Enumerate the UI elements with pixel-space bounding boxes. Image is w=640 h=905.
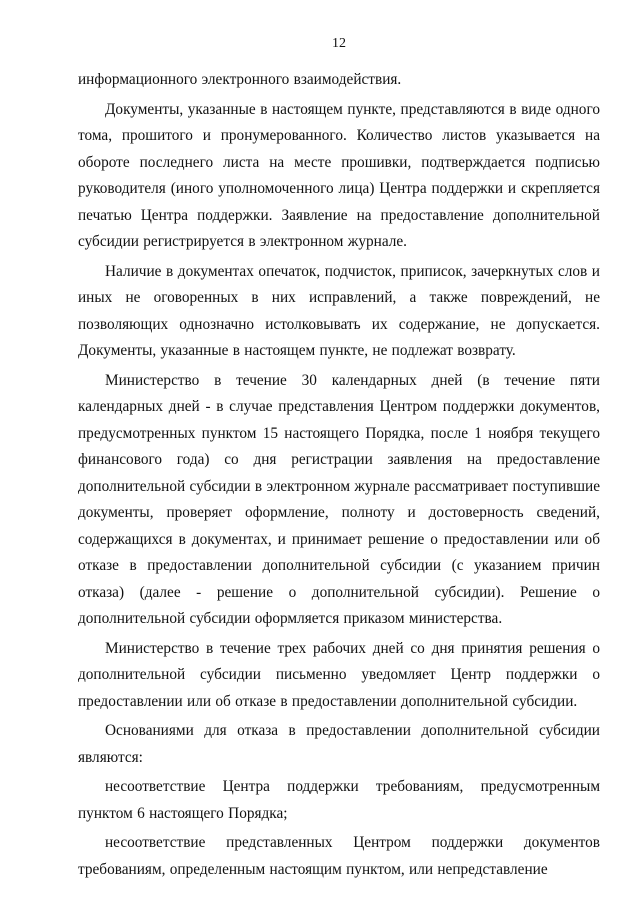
page-number: 12	[332, 36, 346, 51]
paragraph-refusal-grounds: Основаниями для отказа в предоставлении дополнительной субсидии являются:	[78, 722, 600, 766]
paragraph-continuation: информационного электронного взаимодействия.	[78, 71, 402, 88]
paragraph-notification: Министерство в течение трех рабочих дней со дня принятия решения о дополнительной субсидии письменно уведомляет Центр поддержки о предоставлении или об отказе в предоставлении дополнительной субсидии.	[78, 639, 600, 710]
paragraph-corrections-not-allowed: Наличие в документах опечаток, подчисток, приписок, зачеркнутых слов и иных не оговоренных в них исправлений, а также повреждений, не позволяющих однозначно истолковывать их содержание, не допускается. Документы, указанные в настоящем пункте, не подлежат возврату.	[78, 262, 600, 359]
paragraph-ground-documents: несоответствие представленных Центром поддержки документов требованиям, определенным настоящим пунктом, или непредставление	[78, 834, 600, 878]
paragraph-documents-binding: Документы, указанные в настоящем пункте, представляются в виде одного тома, прошитого и пронумерованного. Количество листов указывается на обороте последнего листа на месте прошивки, подтверждается подписью руководителя (иного уполномоченного лица) Центра поддержки и скрепляется печатью Центра поддержки. Заявление на предоставление дополнительной субсидии регистрируется в электронном журнале.	[78, 100, 600, 250]
paragraph-ground-requirements: несоответствие Центра поддержки требованиям, предусмотренным пунктом 6 настоящего Порядка;	[78, 778, 600, 822]
paragraph-ministry-review: Министерство в течение 30 календарных дней (в течение пяти календарных дней - в случае представления Центром поддержки документов, предусмотренных пунктом 15 настоящего Порядка, после 1 ноября текущего финансового года) со дня регистрации заявления на предоставление дополнительной субсидии в электронном журнале рассматривает поступившие документы, проверяет оформление, полноту и достоверность сведений, содержащихся в документах, и принимает решение о предоставлении или об отказе в предоставлении дополнительной субсидии (с указанием причин отказа) (далее - решение о дополнительной субсидии). Решение о дополнительной субсидии оформляется приказом министерства.	[78, 371, 600, 627]
